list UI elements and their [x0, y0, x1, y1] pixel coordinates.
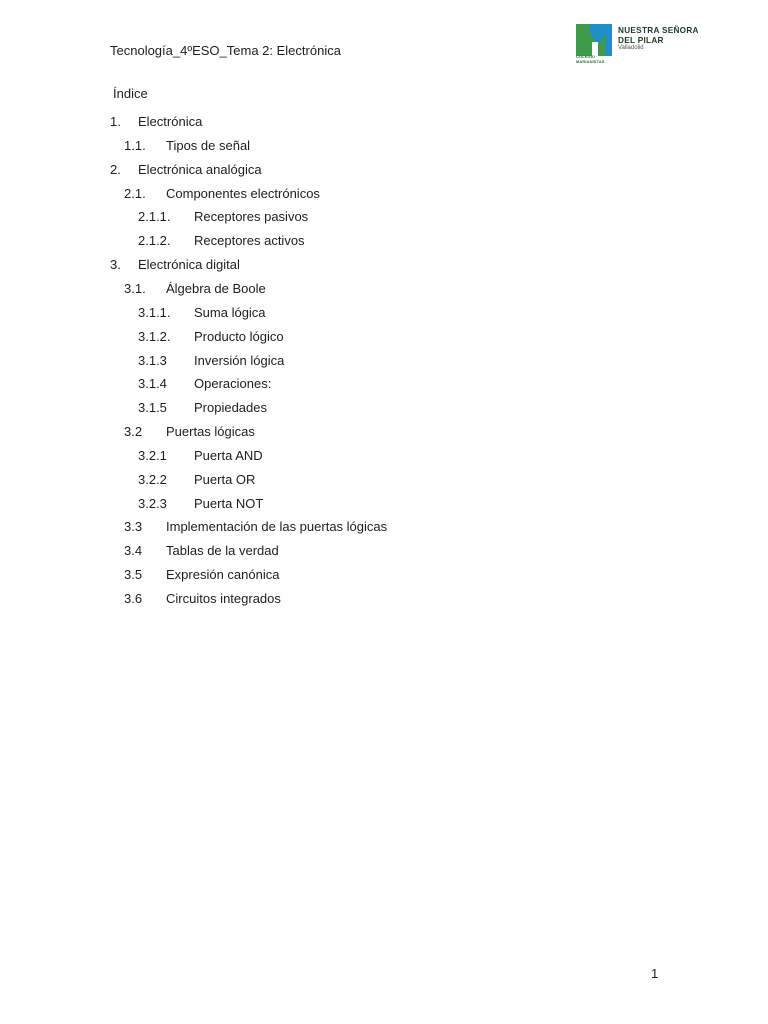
- toc-entry-title: Implementación de las puertas lógicas: [166, 519, 388, 535]
- toc-entry-number: 3.5: [124, 567, 143, 583]
- toc-entry-number: 3.1.2.: [138, 328, 171, 344]
- toc-entry-title: Receptores activos: [194, 233, 305, 249]
- toc-entry-number: 3.2.3: [138, 495, 167, 511]
- logo-city: Valladolid: [618, 45, 644, 51]
- logo-school-name: [618, 26, 699, 45]
- toc-entry-title: Operaciones:: [194, 376, 272, 392]
- toc-entry-number: 3.1.3: [138, 352, 167, 368]
- toc-entry-number: 3.2: [124, 424, 143, 440]
- toc-entry-title: Propiedades: [194, 400, 267, 416]
- toc-entry-number: 1.1.: [124, 137, 146, 153]
- toc-entry-number: 3.: [110, 257, 121, 273]
- marianistas-logo-icon: [576, 24, 612, 56]
- toc-entry-number: 3.1.: [124, 280, 146, 296]
- toc-entry-title: Producto lógico: [194, 328, 284, 344]
- logo-name-line2: DEL PILAR: [618, 35, 664, 45]
- toc-entry-number: 2.: [110, 161, 121, 177]
- toc-entry-number: 3.2.1: [138, 447, 167, 463]
- toc-entry-title: Suma lógica: [194, 304, 266, 320]
- toc-entry-title: Expresión canónica: [166, 567, 280, 583]
- logo-sub-line1: COLEGIO: [576, 54, 596, 59]
- toc-entry-number: 3.4: [124, 543, 143, 559]
- toc-entry-title: Electrónica: [138, 114, 203, 129]
- page-number: 1: [651, 966, 659, 981]
- toc-entry-number: 3.6: [124, 591, 143, 606]
- logo-name-line1: NUESTRA SEÑORA: [618, 26, 699, 35]
- toc-entry-title: Puerta AND: [194, 447, 263, 463]
- toc-entry-title: Electrónica digital: [138, 257, 240, 273]
- toc-entry-number: 3.1.5: [138, 400, 167, 416]
- toc-entry-number: 3.3: [124, 519, 143, 535]
- toc-entry-number: 3.2.2: [138, 471, 167, 487]
- logo-sub-line2: MARIANISTAS: [576, 58, 605, 64]
- toc-entry-title: Electrónica analógica: [138, 161, 262, 177]
- toc-entry-number: 2.1.2.: [138, 233, 171, 249]
- toc-entry-number: 2.1.: [124, 185, 146, 201]
- toc-entry-title: Circuitos integrados: [166, 591, 281, 606]
- logo-subtitle: [576, 55, 616, 64]
- school-logo: [576, 24, 706, 68]
- toc-entry-title: Componentes electrónicos: [166, 185, 320, 201]
- toc-entry-title: Inversión lógica: [194, 352, 285, 368]
- toc-entry-title: Puerta OR: [194, 471, 256, 487]
- toc-entry-title: Receptores pasivos: [194, 209, 309, 225]
- toc-entry-number: 1.: [110, 114, 121, 129]
- toc-entry-number: 3.1.4: [138, 376, 167, 392]
- document-header-title: Tecnología_4ºESO_Tema 2: Electrónica: [110, 43, 341, 58]
- toc-entry-title: Tablas de la verdad: [166, 543, 279, 559]
- toc-heading: Índice: [113, 86, 148, 101]
- toc-entry-number: 2.1.1.: [138, 209, 171, 225]
- toc-entry-title: Puertas lógicas: [166, 424, 255, 440]
- toc-entry-number: 3.1.1.: [138, 304, 171, 320]
- toc-entry-title: Puerta NOT: [194, 495, 264, 511]
- toc-entry-title: Álgebra de Boole: [166, 280, 266, 296]
- toc-entry-title: Tipos de señal: [166, 137, 251, 153]
